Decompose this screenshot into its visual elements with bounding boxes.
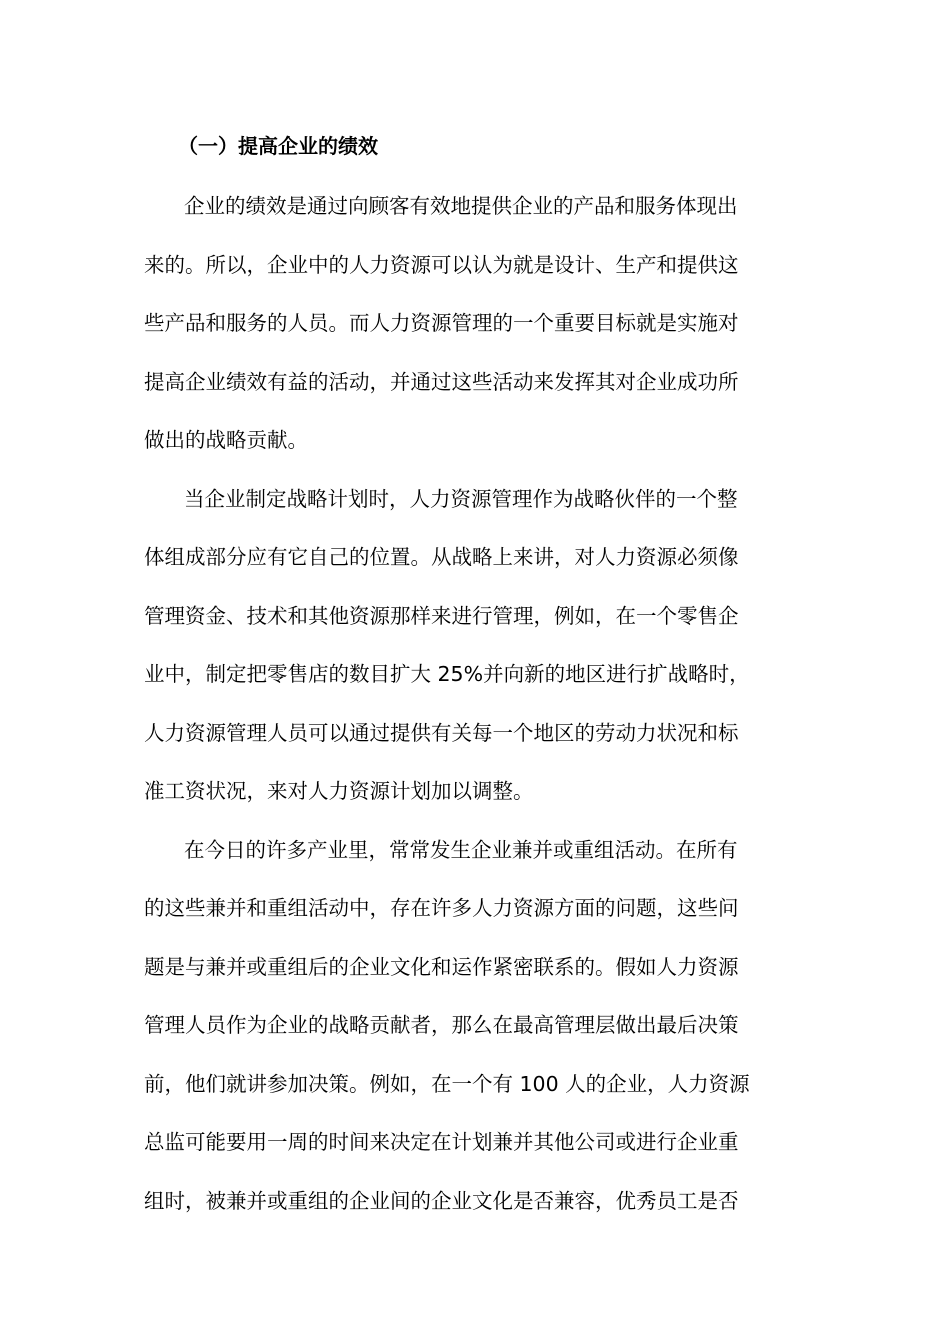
paragraph-3-line-6: 总监可能要用一周的时间来决定在计划兼并其他公司或进行企业重 [144,1130,739,1154]
paragraph-1-line-4: 提高企业绩效有益的活动，并通过这些活动来发挥其对企业成功所 [144,370,739,394]
paragraph-3-line-5: 前，他们就讲参加决策。例如，在一个有 100 人的企业，人力资源 [144,1072,750,1096]
paragraph-2-line-3: 管理资金、技术和其他资源那样来进行管理，例如，在一个零售企 [144,604,739,628]
paragraph-3-line-3: 题是与兼并或重组后的企业文化和运作紧密联系的。假如人力资源 [144,955,739,979]
paragraph-3-line-2: 的这些兼并和重组活动中，存在许多人力资源方面的问题，这些问 [144,896,739,920]
paragraph-2-line-1: 当企业制定战略计划时，人力资源管理作为战略伙伴的一个整 [184,487,738,511]
paragraph-3-line-1: 在今日的许多产业里，常常发生企业兼并或重组活动。在所有 [184,838,738,862]
paragraph-2-line-2: 体组成部分应有它自己的位置。从战略上来讲，对人力资源必须像 [144,545,739,569]
paragraph-2-line-4: 业中，制定把零售店的数目扩大 25%并向新的地区进行扩战略时， [144,662,750,686]
paragraph-1-line-5: 做出的战略贡献。 [144,428,308,452]
paragraph-1-line-2: 来的。所以，企业中的人力资源可以认为就是设计、生产和提供这 [144,253,739,277]
paragraph-2-line-6: 准工资状况，来对人力资源计划加以调整。 [144,779,534,803]
paragraph-1-line-1: 企业的绩效是通过向顾客有效地提供企业的产品和服务体现出 [184,194,738,218]
paragraph-3-line-4: 管理人员作为企业的战略贡献者，那么在最高管理层做出最后决策 [144,1013,739,1037]
section-heading: （一）提高企业的绩效 [178,134,378,158]
paragraph-2-line-5: 人力资源管理人员可以通过提供有关每一个地区的劳动力状况和标 [144,721,739,745]
paragraph-1-line-3: 些产品和服务的人员。而人力资源管理的一个重要目标就是实施对 [144,311,739,335]
paragraph-3-line-7: 组时，被兼并或重组的企业间的企业文化是否兼容，优秀员工是否 [144,1189,739,1213]
